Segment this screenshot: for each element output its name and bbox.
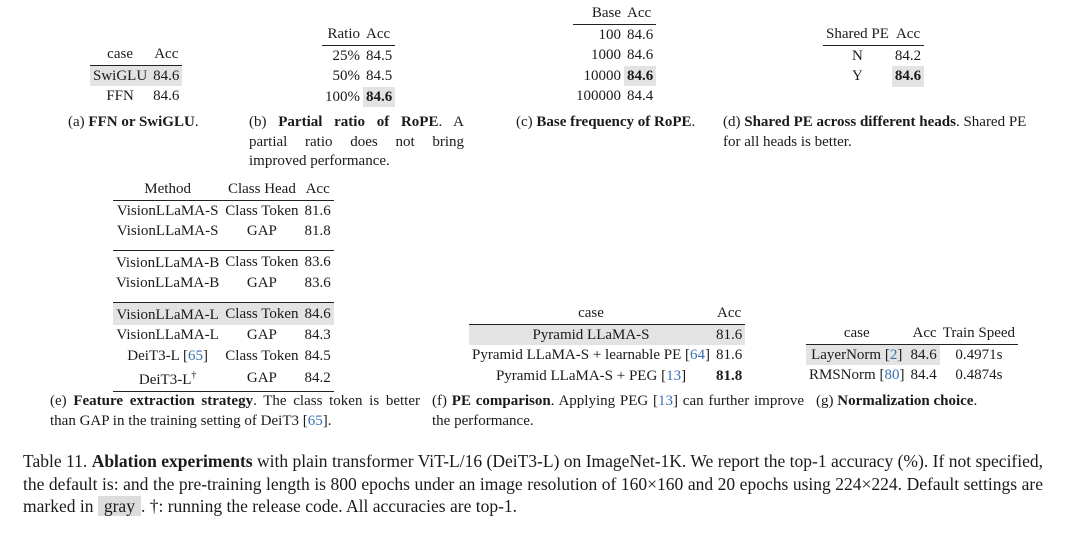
table-e-cell: Class Token <box>222 302 301 325</box>
table-g <box>806 323 1018 386</box>
caption-a-bold: FFN or SwiGLU <box>88 114 195 130</box>
table-f-cell: Pyramid LLaMA-S <box>469 324 713 345</box>
table-c-header-acc: Acc <box>624 3 656 24</box>
main-caption-text: with plain transformer ViT-L/16 (DeiT3-L) on ImageNet-1K. We report the top-1 accuracy (%). If not specified, the default is: and the pre-training length is 800 epochs under an image resolution of 160×160 and 20 epochs using 224×224. Default settings are marked in <box>23 451 1044 516</box>
table-e-header-acc: Acc <box>302 179 334 200</box>
table-c-cell: 84.6 <box>627 26 654 43</box>
table-g-cell: 84.4 <box>910 367 937 383</box>
table-e-cell: GAP <box>222 366 301 391</box>
table-g-cell: 84.6 <box>907 344 939 365</box>
table-a-cell: 84.6 <box>150 65 182 86</box>
main-caption-label: Table 11. <box>23 451 88 471</box>
caption-e-bold: Feature extraction strategy <box>73 393 254 409</box>
table-a-cell: FFN <box>106 88 134 104</box>
citation-link[interactable]: 13 <box>658 393 674 409</box>
table-b-cell: 84.5 <box>366 47 393 64</box>
caption-a-prefix: (a) <box>68 114 89 130</box>
table-c-cell: 1000 <box>591 47 621 63</box>
caption-d-prefix: (d) <box>723 114 745 130</box>
table-g-case: LayerNorm [2] <box>806 344 907 365</box>
table-d-header-acc: Acc <box>892 24 924 45</box>
caption-d-bold: Shared PE across different heads <box>744 114 956 130</box>
caption-a-rest: . <box>194 114 199 130</box>
table-e-cell: Class Token <box>225 253 299 270</box>
caption-d <box>723 113 1043 152</box>
table-e-cell: 84.3 <box>304 327 331 343</box>
table-f-cell: 81.6 <box>716 347 743 363</box>
gray-swatch: gray <box>98 496 141 516</box>
table-e-cell: VisionLLaMA-L <box>113 302 222 325</box>
table-b-cell: 100% <box>325 88 360 105</box>
table-f-header-acc: Acc <box>713 303 745 324</box>
table-d <box>823 24 924 87</box>
caption-f-bold: PE comparison <box>451 393 551 409</box>
table-e-cell: 81.6 <box>304 202 331 219</box>
table-e-cell: GAP <box>246 327 277 343</box>
table-c-cell: 84.6 <box>624 66 656 87</box>
main-caption-text: . †: running the release code. All accuracies are top-1. <box>140 496 518 516</box>
deit-method-text: DeiT3-L <box>127 347 180 364</box>
caption-a <box>68 113 238 133</box>
citation-link[interactable]: 65 <box>307 412 323 429</box>
table-f-cell: 81.8 <box>716 367 743 384</box>
table-e-cell: VisionLLaMA-S <box>116 202 219 219</box>
table-e-deit-method: DeiT3-L [65] <box>127 347 208 364</box>
table-a-cell: SwiGLU <box>90 65 150 86</box>
table-e-cell: Class Token <box>225 347 299 364</box>
table-e-cell: VisionLLaMA-B <box>116 254 220 271</box>
caption-g <box>816 392 1036 412</box>
table-e-cell: 84.6 <box>302 302 334 325</box>
table-b <box>322 24 395 107</box>
table-c-header-base: Base <box>573 3 624 24</box>
table-d-cell: Y <box>852 68 863 84</box>
caption-f-end: can further improve the performance. <box>432 393 804 429</box>
caption-e-rest: . The class token is better than GAP in the training setting of DeiT3 <box>50 393 420 429</box>
table-b-cell: 50% <box>332 68 360 84</box>
citation-link[interactable]: 13 <box>666 367 682 384</box>
caption-b-prefix: (b) <box>249 114 279 130</box>
caption-b <box>249 113 464 172</box>
table-c-cell: 84.6 <box>627 47 654 63</box>
dagger-mark: † <box>191 370 197 381</box>
table-c-cell: 100 <box>598 26 621 43</box>
table-e-cell: VisionLLaMA-L <box>116 327 219 343</box>
case-text: Pyramid LLaMA-S + learnable PE <box>472 347 682 363</box>
citation-link[interactable]: 64 <box>690 347 705 363</box>
caption-e-prefix: (e) <box>50 393 74 409</box>
main-caption <box>23 450 1043 518</box>
case-text: Pyramid LLaMA-S + PEG <box>495 367 658 384</box>
table-d-cell: 84.6 <box>892 66 924 87</box>
table-b-header-ratio: Ratio <box>322 24 363 45</box>
table-a-header-acc: Acc <box>150 44 182 65</box>
caption-g-rest: . <box>973 393 978 409</box>
table-e-cell: 83.6 <box>304 275 331 291</box>
table-e-header-method: Method <box>113 179 222 200</box>
deit-method-text: DeiT3-L <box>138 372 192 388</box>
case-text: RMSNorm <box>809 367 876 383</box>
table-f-case: Pyramid LLaMA-S + PEG [13] <box>495 367 687 384</box>
table-d-cell: N <box>852 47 863 64</box>
table-e-cell: 83.6 <box>304 253 331 270</box>
table-b-cell: 25% <box>332 47 360 64</box>
caption-c-rest: . <box>691 114 696 130</box>
table-e-cell: Class Token <box>225 202 299 219</box>
caption-c-bold: Base frequency of RoPE <box>536 114 692 130</box>
table-a-header-case: case <box>90 44 150 65</box>
table-c-cell: 10000 <box>583 67 621 84</box>
table-e-cell: 84.2 <box>302 366 334 391</box>
citation-link[interactable]: 65 <box>187 347 203 364</box>
citation-link[interactable]: 2 <box>889 346 898 363</box>
table-g-header-case: case <box>806 323 907 344</box>
table-c-cell: 100000 <box>576 88 621 104</box>
caption-c <box>516 113 716 133</box>
table-f-case: Pyramid LLaMA-S + learnable PE [64] <box>472 347 710 363</box>
table-f-header-case: case <box>469 303 713 324</box>
table-a <box>90 44 182 107</box>
caption-g-bold: Normalization choice <box>837 393 974 409</box>
caption-b-rest: . A partial ratio does not bring improved performance. <box>249 114 464 169</box>
caption-g-prefix: (g) <box>816 393 838 409</box>
table-b-header-acc: Acc <box>363 24 395 45</box>
caption-f-rest: . Applying PEG <box>550 393 654 409</box>
table-g-header-acc: Acc <box>907 323 939 344</box>
caption-d-rest: . Shared PE for all heads is better. <box>723 114 1027 150</box>
table-d-header-shared: Shared PE <box>823 24 892 45</box>
table-c <box>573 3 656 107</box>
table-g-cell: 0.4874s <box>955 367 1003 383</box>
table-e-cell: 81.8 <box>304 223 331 239</box>
case-text: LayerNorm <box>811 346 882 363</box>
table-g-cell: 0.4971s <box>955 346 1003 363</box>
table-g-case: RMSNorm [80] <box>809 367 905 383</box>
table-a-cell: 84.6 <box>153 88 180 104</box>
table-f <box>469 303 745 386</box>
table-b-cell: 84.6 <box>363 87 395 108</box>
table-e-cell: 84.5 <box>304 347 331 364</box>
table-e-cell: GAP <box>246 275 277 291</box>
main-caption-bold: Ablation experiments <box>91 451 253 471</box>
table-f-cell: 81.6 <box>713 324 745 345</box>
caption-f-prefix: (f) <box>432 393 452 409</box>
table-g-header-speed: Train Speed <box>940 323 1018 344</box>
table-c-cell: 84.4 <box>627 88 654 104</box>
table-e <box>113 179 334 392</box>
table-d-cell: 84.2 <box>894 47 922 64</box>
table-b-cell: 84.5 <box>366 68 393 84</box>
caption-f: (f) PE comparison. Applying PEG [13] can further improve the performance. <box>432 393 804 429</box>
table-e-header-classhead: Class Head <box>222 179 301 200</box>
table-e-cell: GAP <box>246 223 277 239</box>
caption-e-end: . <box>327 412 332 429</box>
caption-e: (e) Feature extraction strategy. The class token is better than GAP in the training setting of DeiT3 [65]. <box>50 393 420 429</box>
table-e-cell: VisionLLaMA-S <box>116 223 219 239</box>
table-e-cell: VisionLLaMA-B <box>116 275 220 291</box>
caption-c-prefix: (c) <box>516 114 537 130</box>
caption-b-bold: Partial ratio of RoPE <box>278 114 439 130</box>
citation-link[interactable]: 80 <box>884 367 900 383</box>
table-e-deit-method <box>113 366 222 391</box>
